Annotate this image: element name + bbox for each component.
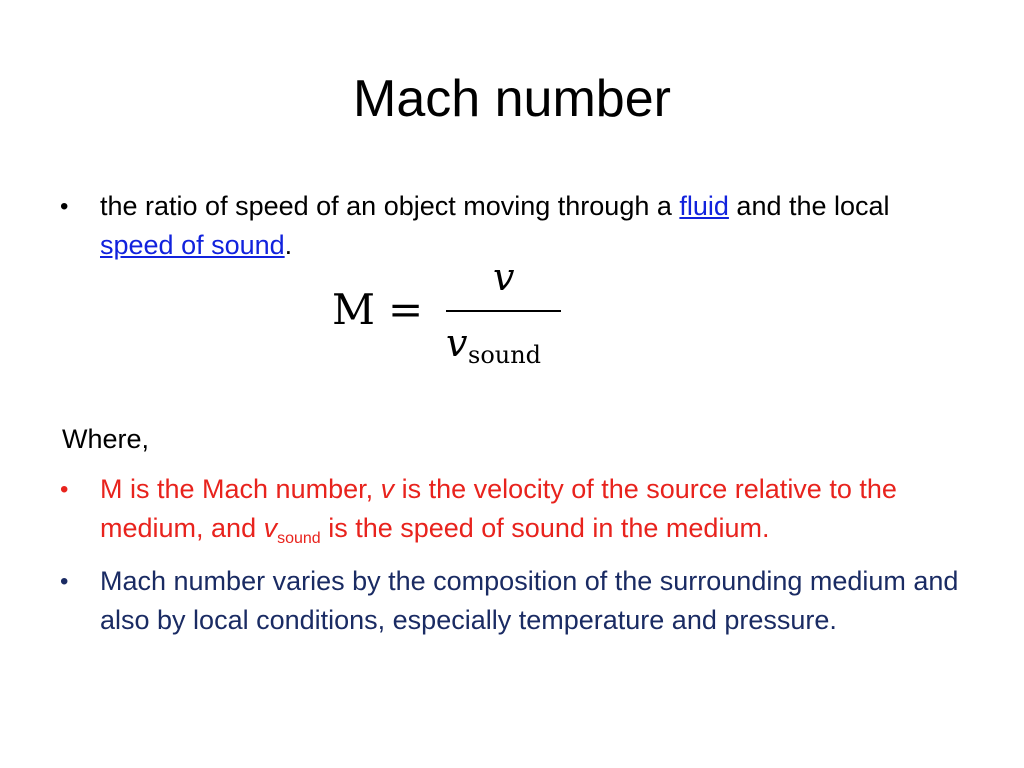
slide-title: Mach number	[353, 70, 671, 128]
variable-v: v	[380, 474, 395, 504]
variables-text-c: is the speed of sound in the medium.	[320, 513, 770, 543]
variable-v-sound: v	[263, 513, 278, 543]
formula-denominator-sub: sound	[468, 341, 542, 369]
bullet-variation-text: Mach number varies by the composition of the surrounding medium and also by local conditions, especially temperature and pressure.	[100, 566, 959, 635]
bullet-variation	[60, 562, 970, 682]
bullet-variables-text	[100, 470, 970, 558]
variables-text-a: M is the Mach number,	[100, 474, 381, 504]
bullet-variables	[60, 470, 970, 550]
formula-numerator: v	[493, 262, 515, 299]
variable-sound-subscript: sound	[277, 530, 321, 547]
bullet-definition	[60, 187, 970, 267]
variables-text-b: is the velocity of the source relative to the medium, and	[100, 474, 897, 543]
definition-text-before: the ratio of speed of an object moving through a	[100, 191, 680, 221]
mach-formula-graphic	[330, 262, 570, 372]
bullet-dot: •	[60, 476, 69, 503]
formula-denominator: v	[446, 321, 468, 365]
bullet-dot: •	[60, 568, 69, 595]
definition-text-middle: and the local	[728, 191, 890, 221]
bullet-dot: •	[60, 193, 69, 220]
bullet-definition-text	[100, 187, 970, 265]
formula-lhs: M	[332, 285, 376, 334]
fluid-link[interactable]: fluid	[679, 191, 729, 221]
where-label: Where,	[62, 424, 150, 454]
speed-of-sound-link[interactable]: speed of sound	[100, 230, 285, 260]
mach-formula	[330, 262, 570, 372]
definition-text-after: .	[284, 230, 293, 260]
formula-equals: =	[388, 285, 424, 334]
